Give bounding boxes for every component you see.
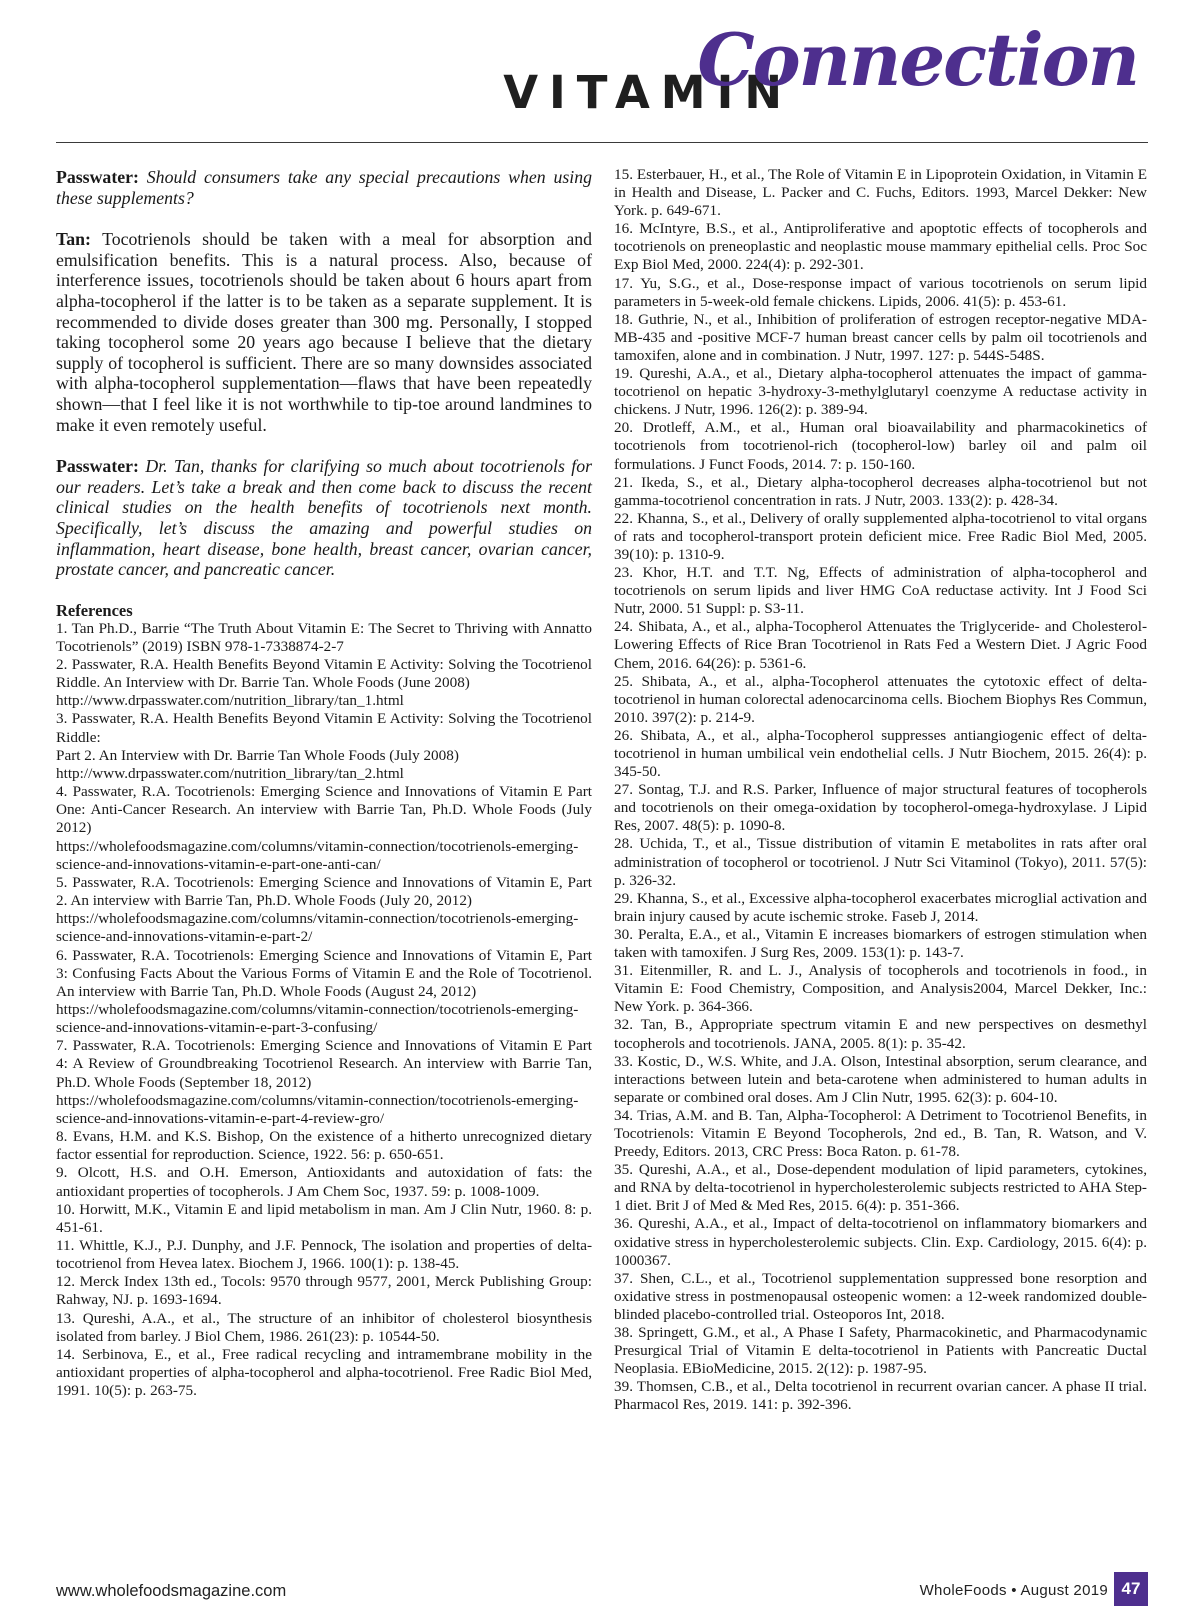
reference-item: 25. Shibata, A., et al., alpha-Tocopherol attenuates the cytotoxic effect of delta-tocotrienol in human colorectal adenocarcinoma cells. Biochem Biophys Res Commun, 2010. 397(2): p. 214-9.: [614, 672, 1147, 726]
references-list-left: [56, 620, 592, 1401]
left-column: [56, 167, 592, 1400]
reference-item: 11. Whittle, K.J., P.J. Dunphy, and J.F. Pennock, The isolation and properties of delta-tocotrienol from Hevea latex. Biochem J, 1966. 100(1): p. 138-45.: [56, 1237, 592, 1273]
reference-item: 4. Passwater, R.A. Tocotrienols: Emerging Science and Innovations of Vitamin E Part One: Anti-Cancer Research. An interview with Barrie Tan, Ph.D. Whole Foods (July 2012) https://wholefoodsmagazine.com/columns/vitamin-connection/tocotrienols-emerging-science-and-innovations-vitamin-e-part-one-anti-can/: [56, 783, 592, 873]
reference-item: 38. Springett, G.M., et al., A Phase I Safety, Pharmacokinetic, and Pharmacodynamic Presurgical Trial of Vitamin E delta-tocotrienol in Patients with Pancreatic Ductal Neoplasia. EBioMedicine, 2015. 2(12): p. 1987-95.: [614, 1324, 1147, 1378]
reference-item: 33. Kostic, D., W.S. White, and J.A. Olson, Intestinal absorption, serum clearance, and interactions between lutein and beta-carotene when administered to human adults in separate or combined oral doses. Am J Clin Nutr, 1995. 62(3): p. 604-10.: [614, 1052, 1147, 1106]
reference-item: 20. Drotleff, A.M., et al., Human oral bioavailability and pharmacokinetics of tocotrienols from tocotrienol-rich (tocopherol-low) barley oil and palm oil formulations. J Funct Foods, 2014. 7: p. 150-160.: [614, 419, 1147, 473]
reference-item: 22. Khanna, S., et al., Delivery of orally supplemented alpha-tocotrienol to vital organs of rats and tocopherol-transport protein deficient mice. Free Radic Biol Med, 2005. 39(10): p. 1310-9.: [614, 509, 1147, 563]
header-connection-script: Connection: [697, 17, 1138, 102]
qa-item: [56, 229, 592, 435]
reference-item: 16. McIntyre, B.S., et al., Antiproliferative and apoptotic effects of tocopherols and tocotrienols on preneoplastic and neoplastic mouse mammary epithelial cells. Proc Soc Exp Biol Med, 2000. 224(4): p. 292-301.: [614, 220, 1147, 274]
reference-item: 8. Evans, H.M. and K.S. Bishop, On the existence of a hitherto unrecognized dietary factor essential for reproduction. Science, 1922. 56: p. 650-651.: [56, 1128, 592, 1164]
reference-item: 36. Qureshi, A.A., et al., Impact of delta-tocotrienol on inflammatory biomarkers and oxidative stress in hypercholesterolemic subjects. Clin. Exp. Cardiology, 2015. 6(4): p. 1000367.: [614, 1215, 1147, 1269]
page-header: [56, 0, 1148, 143]
reference-item: 5. Passwater, R.A. Tocotrienols: Emerging Science and Innovations of Vitamin E, Part 2. An interview with Barrie Tan, Ph.D. Whole Foods (July 20, 2012) https://wholefoodsmagazine.com/columns/vitamin-connection/tocotrienols-emerging-science-and-innovations-vitamin-e-part-2/: [56, 873, 592, 946]
reference-item: 24. Shibata, A., et al., alpha-Tocopherol Attenuates the Triglyceride- and Cholesterol-Lowering Effects of Rice Bran Tocotrienol in Rats Fed a Western Diet. J Agric Food Chem, 2016. 64(26): p. 5361-6.: [614, 618, 1147, 672]
reference-item: 13. Qureshi, A.A., et al., The structure of an inhibitor of cholesterol biosynthesis isolated from barley. J Biol Chem, 1986. 261(23): p. 10544-50.: [56, 1309, 592, 1345]
reference-item: 28. Uchida, T., et al., Tissue distribution of vitamin E metabolites in rats after oral administration of tocopherol or tocotrienol. J Nutr Sci Vitaminol (Tokyo), 2011. 57(5): p. 326-32.: [614, 835, 1147, 889]
reference-item: 35. Qureshi, A.A., et al., Dose-dependent modulation of lipid parameters, cytokines, and RNA by delta-tocotrienol in hypercholesterolemic subjects restricted to AHA Step-1 diet. Brit J of Med & Med Res, 2015. 6(4): p. 351-366.: [614, 1161, 1147, 1215]
reference-item: 7. Passwater, R.A. Tocotrienols: Emerging Science and Innovations of Vitamin E Part 4: A Review of Groundbreaking Tocotrienol Research. An interview with Barrie Tan, Ph.D. Whole Foods (September 18, 2012) https://wholefoodsmagazine.com/columns/vitamin-connection/tocotrienols-emerging-science-and-innovations-vitamin-e-part-4-review-gro/: [56, 1037, 592, 1127]
reference-item: 3. Passwater, R.A. Health Benefits Beyond Vitamin E Activity: Solving the Tocotrienol Riddle: Part 2. An Interview with Dr. Barrie Tan Whole Foods (July 2008) http://www.drpasswater.com/nutrition_library/tan_2.html: [56, 710, 592, 782]
reference-item: 26. Shibata, A., et al., alpha-Tocopherol suppresses antiangiogenic effect of delta-tocotrienol in human umbilical vein endothelial cells. J Nutr Biochem, 2015. 26(4): p. 345-50.: [614, 726, 1147, 781]
reference-item: 14. Serbinova, E., et al., Free radical recycling and intramembrane mobility in the antioxidant properties of alpha-tocopherol and alpha-tocotrienol. Free Radic Biol Med, 1991. 10(5): p. 263-75.: [56, 1345, 592, 1400]
reference-item: 21. Ikeda, S., et al., Dietary alpha-tocopherol decreases alpha-tocotrienol but not gamma-tocotrienol concentration in rats. J Nutr, 2003. 133(2): p. 428-34.: [614, 473, 1147, 509]
references-heading: References: [56, 600, 133, 620]
qa-item: [56, 456, 592, 580]
reference-item: 27. Sontag, T.J. and R.S. Parker, Influence of major structural features of tocopherols and tocotrienols on their omega-oxidation by tocopherol-omega-hydroxylase. J Lipid Res, 2007. 48(5): p. 1090-8.: [614, 781, 1147, 835]
reference-item: 31. Eitenmiller, R. and L. J., Analysis of tocopherols and tocotrienols in food., in Vitamin E: Food Chemistry, Composition, and Analysis2004, Marcel Dekker, Inc.: New York. p. 364-366.: [614, 962, 1147, 1016]
footer-issue: WholeFoods • August 2019: [919, 1582, 1108, 1599]
reference-item: 17. Yu, S.G., et al., Dose-response impact of various tocotrienols on serum lipid parameters in 5-week-old female chickens. Lipids, 2006. 41(5): p. 453-61.: [614, 274, 1147, 310]
footer-url: www.wholefoodsmagazine.com: [56, 1582, 287, 1600]
right-column: [614, 166, 1147, 1414]
page-number: 47: [1114, 1572, 1148, 1606]
reference-item: 18. Guthrie, N., et al., Inhibition of proliferation of estrogen receptor-negative MDA-MB-435 and -positive MCF-7 human breast cancer cells by palm oil tocotrienols and tamoxifen, alone and in combination. J Nutr, 1997. 127: p. 544S-548S.: [614, 310, 1147, 364]
reference-item: 2. Passwater, R.A. Health Benefits Beyond Vitamin E Activity: Solving the Tocotrienol Riddle. An Interview with Dr. Barrie Tan. Whole Foods (June 2008) http://www.drpasswater.com/nutrition_library/tan_1.html: [56, 656, 592, 710]
qa-speaker: Passwater:: [56, 456, 139, 477]
qa-text: Should consumers take any special precautions when using these supplements?: [56, 167, 592, 208]
reference-item: 34. Trias, A.M. and B. Tan, Alpha-Tocopherol: A Detriment to Tocotrienol Benefits, in Tocotrienols: Vitamin E Beyond Tocopherols, 2nd ed., B. Tan, R. Watson, and V. Preedy, Editors. 2013, CRC Press: Boca Raton. p. 61-78.: [614, 1106, 1147, 1161]
reference-item: 30. Peralta, E.A., et al., Vitamin E increases biomarkers of estrogen stimulation when taken with tamoxifen. J Surg Res, 2009. 153(1): p. 143-7.: [614, 925, 1147, 962]
header-vitamin-title: VITAMIN: [503, 66, 793, 119]
reference-item: 6. Passwater, R.A. Tocotrienols: Emerging Science and Innovations of Vitamin E, Part 3: Confusing Facts About the Various Forms of Vitamin E and the Role of Tocotrienol. An interview with Barrie Tan, Ph.D. Whole Foods (August 24, 2012) https://wholefoodsmagazine.com/columns/vitamin-connection/tocotrienols-emerging-science-and-innovations-vitamin-e-part-3-confusing/: [56, 946, 592, 1037]
qa-text: Tocotrienols should be taken with a meal for absorption and emulsification benefits. This is a natural process. Also, because of interference issues, tocotrienols should be taken about 6 hours apart from alpha-tocopherol if the latter is to be taken as a separate supplement. It is recommended to divide doses greater than 300 mg. Personally, I stopped taking tocopherol some 20 years ago because I believe that the dietary supply of tocopherol is sufficient. There are so many downsides associated with alpha-tocopherol supplementation—flaws that have been repeatedly shown—that I feel like it is not worthwhile to tip-toe around landmines to make it even remotely useful.: [56, 229, 592, 435]
reference-item: 19. Qureshi, A.A., et al., Dietary alpha-tocopherol attenuates the impact of gamma-tocotrienol on hepatic 3-hydroxy-3-methylglutaryl coenzyme A reductase activity in chickens. J Nutr, 1996. 126(2): p. 389-94.: [614, 365, 1147, 419]
qa-speaker: Passwater:: [56, 167, 139, 187]
reference-item: 32. Tan, B., Appropriate spectrum vitamin E and new perspectives on desmethyl tocopherols and tocotrienols. JANA, 2005. 8(1): p. 35-42.: [614, 1016, 1147, 1052]
reference-item: 9. Olcott, H.S. and O.H. Emerson, Antioxidants and autoxidation of fats: the antioxidant properties of tocopherols. J Am Chem Soc, 1937. 59: p. 1008-1009.: [56, 1164, 592, 1200]
reference-item: 1. Tan Ph.D., Barrie “The Truth About Vitamin E: The Secret to Thriving with Annatto Tocotrienols” (2019) ISBN 978-1-7338874-2-7: [56, 619, 592, 655]
reference-item: 37. Shen, C.L., et al., Tocotrienol supplementation suppressed bone resorption and oxidative stress in postmenopausal osteopenic women: a 12-week randomized double-blinded placebo-controlled trial. Osteoporos Int, 2018.: [614, 1269, 1147, 1323]
references-list-right: [614, 166, 1147, 1414]
reference-item: 29. Khanna, S., et al., Excessive alpha-tocopherol exacerbates microglial activation and brain injury caused by acute ischemic stroke. Faseb J, 2014.: [614, 889, 1147, 925]
reference-item: 39. Thomsen, C.B., et al., Delta tocotrienol in recurrent ovarian cancer. A phase II trial. Pharmacol Res, 2019. 141: p. 392-396.: [614, 1378, 1147, 1414]
reference-item: 10. Horwitt, M.K., Vitamin E and lipid metabolism in man. Am J Clin Nutr, 1960. 8: p. 451-61.: [56, 1200, 592, 1236]
reference-item: 12. Merck Index 13th ed., Tocols: 9570 through 9577, 2001, Merck Publishing Group: Rahway, NJ. p. 1693-1694.: [56, 1273, 592, 1309]
qa-text: Dr. Tan, thanks for clarifying so much about tocotrienols for our readers. Let’s take a break and then come back to discuss the recent clinical studies on the health benefits of tocotrienols next month. Specifically, let’s discuss the amazing and powerful studies on inflammation, heart disease, bone health, breast cancer, ovarian cancer, prostate cancer, and pancreatic cancer.: [56, 456, 593, 580]
reference-item: 15. Esterbauer, H., et al., The Role of Vitamin E in Lipoprotein Oxidation, in Vitamin E in Health and Disease, L. Packer and C. Fuchs, Editors. 1993, Marcel Dekker: New York. p. 649-671.: [614, 166, 1147, 220]
qa-item: [56, 167, 592, 208]
reference-item: 23. Khor, H.T. and T.T. Ng, Effects of administration of alpha-tocopherol and tocotrienols on serum lipids and liver HMG CoA reductase activity. Int J Food Sci Nutr, 2000. 51 Suppl: p. S3-11.: [614, 564, 1147, 618]
qa-speaker: Tan:: [56, 229, 91, 250]
